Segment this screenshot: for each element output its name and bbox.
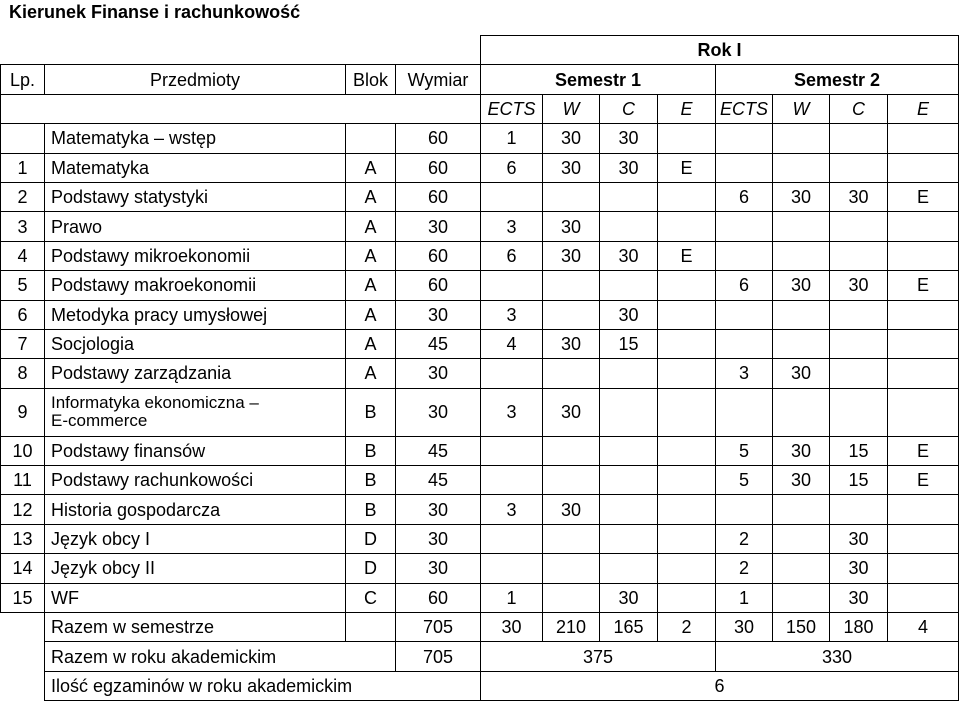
- wymiar-header: Wymiar: [396, 65, 481, 94]
- row-subject: Podstawy makroekonomii: [45, 271, 346, 300]
- row-s1-e: [658, 466, 716, 495]
- row-s2-ects: 2: [716, 524, 773, 553]
- row-lp: 15: [1, 583, 45, 612]
- row-lp: 2: [1, 182, 45, 211]
- row-s2-c: [830, 495, 888, 524]
- row-s1-w: 30: [543, 212, 600, 241]
- row-s1-e: [658, 524, 716, 553]
- row-subject: Matematyka: [45, 153, 346, 182]
- row-subject-line2: E-commerce: [51, 411, 148, 431]
- row-s1-e: E: [658, 241, 716, 270]
- row-s1-c: [600, 388, 658, 436]
- sub-header-w-1: W: [543, 94, 600, 123]
- row-s2-e: E: [888, 466, 959, 495]
- row-wymiar: 30: [396, 300, 481, 329]
- row-s2-e: E: [888, 436, 959, 465]
- row-wymiar: 30: [396, 212, 481, 241]
- row-s2-ects: [716, 212, 773, 241]
- table-row: [1, 241, 959, 270]
- row-blok: [346, 124, 396, 153]
- row-s1-e: [658, 124, 716, 153]
- row-s1-c: [600, 359, 658, 388]
- row-s2-e: [888, 583, 959, 612]
- row-lp: 13: [1, 524, 45, 553]
- row-s2-c: [830, 359, 888, 388]
- row-s1-ects: 3: [481, 495, 543, 524]
- sub-header-ects-1: ECTS: [481, 94, 543, 123]
- semestr2-header: Semestr 2: [716, 65, 959, 94]
- row-s2-c: 30: [830, 271, 888, 300]
- row-blok: B: [346, 495, 396, 524]
- row-s2-w: 30: [773, 466, 830, 495]
- summary-semester-s1-ects: 30: [481, 613, 543, 642]
- row-s1-c: [600, 466, 658, 495]
- row-lp: 7: [1, 329, 45, 358]
- row-s1-e: [658, 583, 716, 612]
- row-blok: A: [346, 271, 396, 300]
- row-s2-ects: 2: [716, 554, 773, 583]
- row-wymiar: 60: [396, 182, 481, 211]
- row-s2-ects: 6: [716, 271, 773, 300]
- row-lp: 10: [1, 436, 45, 465]
- row-wymiar: 60: [396, 271, 481, 300]
- row-wymiar: 30: [396, 359, 481, 388]
- row-s2-c: 30: [830, 524, 888, 553]
- row-s1-e: [658, 329, 716, 358]
- row-s1-e: [658, 271, 716, 300]
- row-s2-ects: 1: [716, 583, 773, 612]
- row-s1-c: 15: [600, 329, 658, 358]
- row-s1-w: 30: [543, 495, 600, 524]
- row-s2-e: E: [888, 271, 959, 300]
- table-row: [1, 212, 959, 241]
- row-s2-w: 30: [773, 271, 830, 300]
- summary-year-wymiar: 705: [396, 642, 481, 671]
- row-lp: 14: [1, 554, 45, 583]
- row-s2-ects: [716, 124, 773, 153]
- row-s2-c: 15: [830, 436, 888, 465]
- row-s1-ects: [481, 436, 543, 465]
- row-wymiar: 30: [396, 524, 481, 553]
- row-s1-e: [658, 436, 716, 465]
- row-s1-w: 30: [543, 124, 600, 153]
- row-s2-c: 30: [830, 182, 888, 211]
- sub-header-e-1: E: [658, 94, 716, 123]
- row-s2-ects: [716, 241, 773, 270]
- row-s2-c: [830, 212, 888, 241]
- table-row: [1, 554, 959, 583]
- row-s2-e: [888, 388, 959, 436]
- semestr1-header: Semestr 1: [481, 65, 716, 94]
- row-s2-w: [773, 153, 830, 182]
- row-s1-c: [600, 495, 658, 524]
- row-blok: A: [346, 359, 396, 388]
- row-s1-c: [600, 554, 658, 583]
- row-s2-e: [888, 524, 959, 553]
- row-s1-w: 30: [543, 153, 600, 182]
- table-row: [1, 329, 959, 358]
- summary-semester-s2-ects: 30: [716, 613, 773, 642]
- row-s1-w: 30: [543, 388, 600, 436]
- row-blok: B: [346, 436, 396, 465]
- row-s2-w: 30: [773, 359, 830, 388]
- row-s1-w: [543, 436, 600, 465]
- row-s2-ects: [716, 329, 773, 358]
- row-lp: 1: [1, 153, 45, 182]
- summary-exams-value: 6: [481, 671, 959, 700]
- row-s2-e: [888, 241, 959, 270]
- row-wymiar: 30: [396, 388, 481, 436]
- row-lp: 8: [1, 359, 45, 388]
- summary-year-s1: 375: [481, 642, 716, 671]
- row-lp: 4: [1, 241, 45, 270]
- row-s1-w: 30: [543, 241, 600, 270]
- row-s1-ects: [481, 182, 543, 211]
- row-s2-w: [773, 241, 830, 270]
- row-subject: Język obcy II: [45, 554, 346, 583]
- table-row: [1, 182, 959, 211]
- row-s2-e: [888, 212, 959, 241]
- row-s2-ects: 6: [716, 182, 773, 211]
- row-s2-c: [830, 388, 888, 436]
- table-row: [1, 466, 959, 495]
- row-lp: 12: [1, 495, 45, 524]
- row-s2-c: 30: [830, 583, 888, 612]
- sub-header-e-2: E: [888, 94, 959, 123]
- row-subject: Podstawy mikroekonomii: [45, 241, 346, 270]
- table-row: [1, 495, 959, 524]
- row-subject: Matematyka – wstęp: [45, 124, 346, 153]
- row-blok: A: [346, 153, 396, 182]
- row-s2-ects: 3: [716, 359, 773, 388]
- table-row: [1, 436, 959, 465]
- row-s1-ects: 3: [481, 300, 543, 329]
- header-row-semesters: [1, 65, 959, 94]
- row-subject: Podstawy statystyki: [45, 182, 346, 211]
- summary-row-year: [1, 642, 959, 671]
- row-s1-c: 30: [600, 124, 658, 153]
- sub-header-ects-2: ECTS: [716, 94, 773, 123]
- przedmioty-header: Przedmioty: [45, 65, 346, 94]
- row-blok: B: [346, 388, 396, 436]
- summary-year-label: Razem w roku akademickim: [45, 642, 396, 671]
- row-wymiar: 45: [396, 466, 481, 495]
- row-blok: D: [346, 554, 396, 583]
- row-s1-ects: 1: [481, 583, 543, 612]
- table-row: [1, 388, 959, 436]
- row-s1-e: [658, 554, 716, 583]
- row-blok: A: [346, 300, 396, 329]
- row-s2-w: [773, 554, 830, 583]
- sub-header-c-2: C: [830, 94, 888, 123]
- row-blok: A: [346, 212, 396, 241]
- row-s1-w: [543, 359, 600, 388]
- row-lp: 3: [1, 212, 45, 241]
- row-s2-e: E: [888, 182, 959, 211]
- row-s2-w: [773, 388, 830, 436]
- row-s1-ects: 3: [481, 212, 543, 241]
- row-s2-ects: [716, 388, 773, 436]
- row-s2-w: [773, 583, 830, 612]
- summary-semester-s1-w: 210: [543, 613, 600, 642]
- row-s1-c: [600, 436, 658, 465]
- row-s2-e: [888, 153, 959, 182]
- row-s2-ects: 5: [716, 436, 773, 465]
- row-s1-c: 30: [600, 241, 658, 270]
- row-s1-e: [658, 495, 716, 524]
- row-wymiar: 60: [396, 124, 481, 153]
- row-s1-ects: 1: [481, 124, 543, 153]
- lp-header: Lp.: [1, 65, 45, 94]
- row-s2-w: 30: [773, 436, 830, 465]
- summary-year-s2: 330: [716, 642, 959, 671]
- summary-semester-s2-c: 180: [830, 613, 888, 642]
- row-s1-c: [600, 182, 658, 211]
- row-lp: 9: [1, 388, 45, 436]
- summary-semester-s1-c: 165: [600, 613, 658, 642]
- row-s2-w: [773, 329, 830, 358]
- row-blok: A: [346, 182, 396, 211]
- row-s2-w: [773, 495, 830, 524]
- row-subject: Prawo: [45, 212, 346, 241]
- table-row: [1, 524, 959, 553]
- row-lp: 5: [1, 271, 45, 300]
- summary-exams-label: Ilość egzaminów w roku akademickim: [45, 671, 481, 700]
- row-s2-e: [888, 495, 959, 524]
- row-s1-w: [543, 300, 600, 329]
- row-s2-e: [888, 554, 959, 583]
- row-s1-w: [543, 524, 600, 553]
- summary-semester-s2-w: 150: [773, 613, 830, 642]
- row-s1-ects: [481, 271, 543, 300]
- row-s1-w: [543, 583, 600, 612]
- row-s2-c: [830, 124, 888, 153]
- row-s1-w: [543, 554, 600, 583]
- row-wymiar: 45: [396, 329, 481, 358]
- row-wymiar: 60: [396, 153, 481, 182]
- row-s1-c: 30: [600, 300, 658, 329]
- summary-semester-wymiar: 705: [396, 613, 481, 642]
- row-s2-e: [888, 329, 959, 358]
- row-s1-w: 30: [543, 329, 600, 358]
- row-wymiar: 45: [396, 436, 481, 465]
- row-s1-ects: 4: [481, 329, 543, 358]
- row-s2-e: [888, 300, 959, 329]
- row-lp: 6: [1, 300, 45, 329]
- summary-semester-s1-e: 2: [658, 613, 716, 642]
- row-s1-c: [600, 271, 658, 300]
- row-s2-c: [830, 153, 888, 182]
- row-s1-e: [658, 359, 716, 388]
- row-s1-w: [543, 182, 600, 211]
- row-lp: 11: [1, 466, 45, 495]
- header-row-sub: [1, 94, 959, 123]
- row-s1-e: [658, 388, 716, 436]
- row-s1-ects: [481, 466, 543, 495]
- row-subject: Metodyka pracy umysłowej: [45, 300, 346, 329]
- row-subject: Podstawy rachunkowości: [45, 466, 346, 495]
- row-s1-w: [543, 271, 600, 300]
- row-wymiar: 30: [396, 495, 481, 524]
- row-s1-ects: 3: [481, 388, 543, 436]
- row-s2-c: [830, 241, 888, 270]
- row-s1-e: E: [658, 153, 716, 182]
- table-row: [1, 359, 959, 388]
- row-blok: A: [346, 329, 396, 358]
- summary-row-exams: [1, 671, 959, 700]
- sub-header-c-1: C: [600, 94, 658, 123]
- row-subject: Podstawy zarządzania: [45, 359, 346, 388]
- row-s2-ects: 5: [716, 466, 773, 495]
- table-row: [1, 153, 959, 182]
- row-s2-w: [773, 300, 830, 329]
- row-s2-ects: [716, 495, 773, 524]
- table-row: [1, 271, 959, 300]
- curriculum-table: [0, 35, 959, 701]
- header-row-year: [1, 36, 959, 65]
- row-blok: A: [346, 241, 396, 270]
- row-wymiar: 30: [396, 554, 481, 583]
- row-s2-c: 15: [830, 466, 888, 495]
- row-subject: WF: [45, 583, 346, 612]
- row-lp: [1, 124, 45, 153]
- row-s1-e: [658, 182, 716, 211]
- row-s2-c: 30: [830, 554, 888, 583]
- summary-semester-s2-e: 4: [888, 613, 959, 642]
- sub-header-w-2: W: [773, 94, 830, 123]
- table-row: [1, 583, 959, 612]
- row-s1-w: [543, 466, 600, 495]
- summary-semester-label: Razem w semestrze: [45, 613, 346, 642]
- row-s2-ects: [716, 300, 773, 329]
- row-s2-w: 30: [773, 182, 830, 211]
- row-s2-w: [773, 212, 830, 241]
- row-blok: B: [346, 466, 396, 495]
- row-s1-e: [658, 212, 716, 241]
- row-s2-e: [888, 124, 959, 153]
- row-s1-ects: 6: [481, 153, 543, 182]
- table-row: [1, 124, 959, 153]
- row-subject: Socjologia: [45, 329, 346, 358]
- row-blok: C: [346, 583, 396, 612]
- row-s1-c: [600, 524, 658, 553]
- row-s2-w: [773, 524, 830, 553]
- row-s2-c: [830, 329, 888, 358]
- row-s1-ects: 6: [481, 241, 543, 270]
- row-subject: [45, 388, 346, 436]
- row-s1-ects: [481, 359, 543, 388]
- row-wymiar: 60: [396, 583, 481, 612]
- row-subject: Podstawy finansów: [45, 436, 346, 465]
- blok-header: Blok: [346, 65, 396, 94]
- document-title: Kierunek Finanse i rachunkowość: [9, 2, 301, 22]
- summary-row-semester: [1, 613, 959, 642]
- row-subject-line1: Informatyka ekonomiczna –: [51, 393, 259, 413]
- year-header: Rok I: [481, 36, 959, 65]
- row-s2-w: [773, 124, 830, 153]
- row-subject: Historia gospodarcza: [45, 495, 346, 524]
- row-s1-ects: [481, 554, 543, 583]
- row-s2-e: [888, 359, 959, 388]
- row-s1-c: 30: [600, 153, 658, 182]
- row-subject: Język obcy I: [45, 524, 346, 553]
- row-s2-ects: [716, 153, 773, 182]
- row-s1-c: [600, 212, 658, 241]
- row-s1-ects: [481, 524, 543, 553]
- row-s1-c: 30: [600, 583, 658, 612]
- row-wymiar: 60: [396, 241, 481, 270]
- row-s2-c: [830, 300, 888, 329]
- row-s1-e: [658, 300, 716, 329]
- table-row: [1, 300, 959, 329]
- row-blok: D: [346, 524, 396, 553]
